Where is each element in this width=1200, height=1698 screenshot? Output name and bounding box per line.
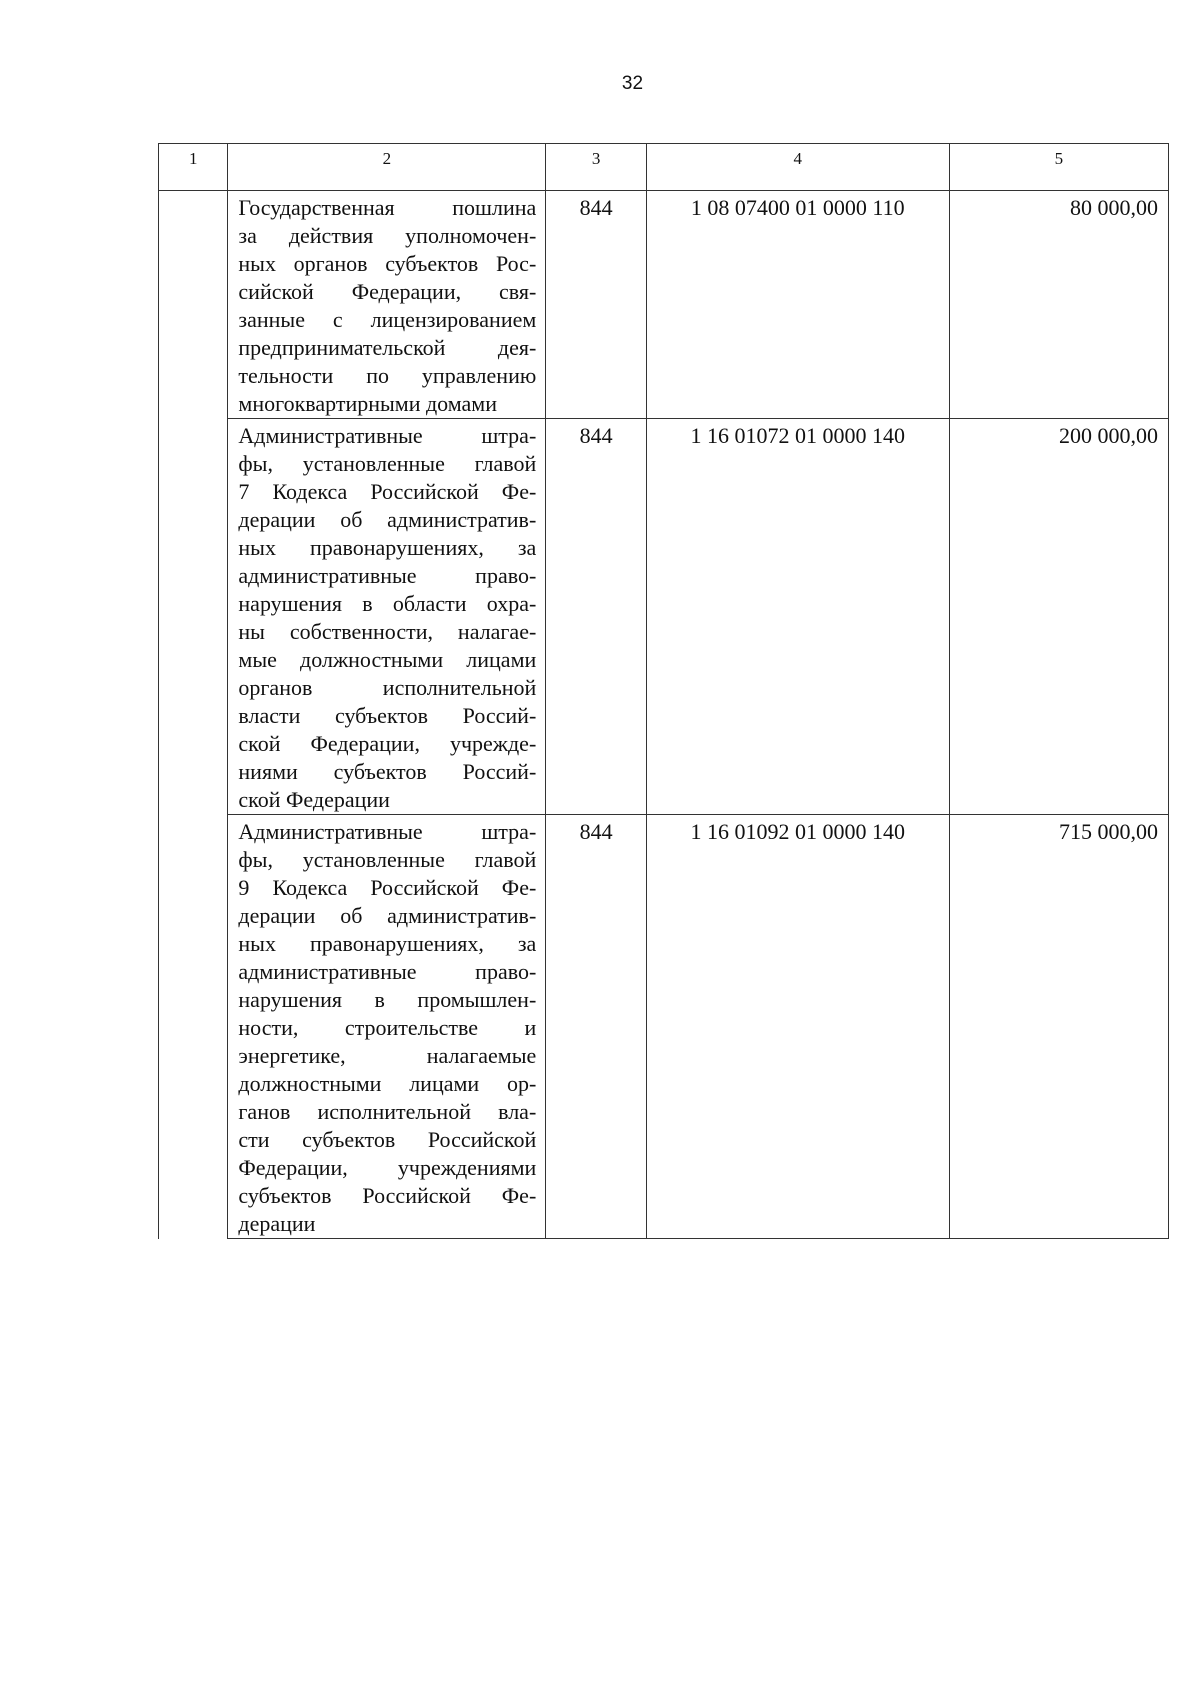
description-line: ганов исполнительной вла- — [238, 1099, 537, 1124]
description-cell — [228, 191, 546, 419]
column-header-3: 3 — [546, 144, 647, 191]
column-header-4: 4 — [646, 144, 949, 191]
description-line: нарушения в области охра- — [238, 591, 537, 616]
description-line: ской Федерации, учрежде- — [238, 731, 537, 756]
description-line: дерации — [238, 1211, 316, 1236]
table-row — [159, 419, 1169, 815]
description-line: 9 Кодекса Российской Фе- — [238, 875, 537, 900]
table-row — [159, 191, 1169, 419]
description-line: Государственная пошлина — [238, 195, 537, 220]
column-header-1: 1 — [159, 144, 228, 191]
row-number-cell — [159, 815, 228, 1239]
description-line: дерации об административ- — [238, 507, 537, 532]
description-line: административные право- — [238, 563, 537, 588]
description-line: Административные штра- — [238, 423, 537, 448]
description-line: энергетике, налагаемые — [238, 1043, 537, 1068]
description-line: фы, установленные главой — [238, 847, 537, 872]
description-line: органов исполнительной — [238, 675, 537, 700]
description-line: ниями субъектов Россий- — [238, 759, 537, 784]
table-body — [159, 191, 1169, 1239]
revenue-table-wrapper — [158, 143, 1169, 1239]
description-line: сти субъектов Российской — [238, 1127, 537, 1152]
description-line: нарушения в промышлен- — [238, 987, 537, 1012]
description-line: Федерации, учреждениями — [238, 1155, 537, 1180]
description-line: сийской Федерации, свя- — [238, 279, 537, 304]
description-line: ны собственности, налагае- — [238, 619, 537, 644]
budget-classification-code-cell: 1 16 01072 01 0000 140 — [646, 419, 949, 815]
description-line: ных органов субъектов Рос- — [238, 251, 537, 276]
table-row — [159, 815, 1169, 1239]
description-line: Административные штра- — [238, 819, 537, 844]
description-line: должностными лицами ор- — [238, 1071, 537, 1096]
amount-cell: 80 000,00 — [949, 191, 1168, 419]
description-cell — [228, 815, 546, 1239]
admin-code-cell: 844 — [546, 191, 647, 419]
header-row — [159, 144, 1169, 191]
row-number-cell — [159, 191, 228, 419]
description-line: субъектов Российской Фе- — [238, 1183, 537, 1208]
description-cell — [228, 419, 546, 815]
admin-code-cell: 844 — [546, 419, 647, 815]
row-number-cell — [159, 419, 228, 815]
description-line: власти субъектов Россий- — [238, 703, 537, 728]
budget-classification-code-cell: 1 08 07400 01 0000 110 — [646, 191, 949, 419]
admin-code-cell: 844 — [546, 815, 647, 1239]
description-line: предпринимательской дея- — [238, 335, 537, 360]
description-line: тельности по управлению — [238, 363, 537, 388]
description-line: за действия уполномочен- — [238, 223, 537, 248]
table-header — [159, 144, 1169, 191]
description-line: 7 Кодекса Российской Фе- — [238, 479, 537, 504]
description-line: административные право- — [238, 959, 537, 984]
amount-cell: 715 000,00 — [949, 815, 1168, 1239]
budget-classification-code-cell: 1 16 01092 01 0000 140 — [646, 815, 949, 1239]
column-header-5: 5 — [949, 144, 1168, 191]
description-line: ской Федерации — [238, 787, 390, 812]
column-header-2: 2 — [228, 144, 546, 191]
description-line: многоквартирными домами — [238, 391, 497, 416]
amount-cell: 200 000,00 — [949, 419, 1168, 815]
page-number: 32 — [621, 73, 644, 94]
description-line: ных правонарушениях, за — [238, 535, 537, 560]
description-line: фы, установленные главой — [238, 451, 537, 476]
description-line: ности, строительстве и — [238, 1015, 537, 1040]
description-line: дерации об административ- — [238, 903, 537, 928]
description-line: мые должностными лицами — [238, 647, 537, 672]
description-line: ных правонарушениях, за — [238, 931, 537, 956]
description-line: занные с лицензированием — [238, 307, 537, 332]
revenue-table — [158, 143, 1169, 1239]
